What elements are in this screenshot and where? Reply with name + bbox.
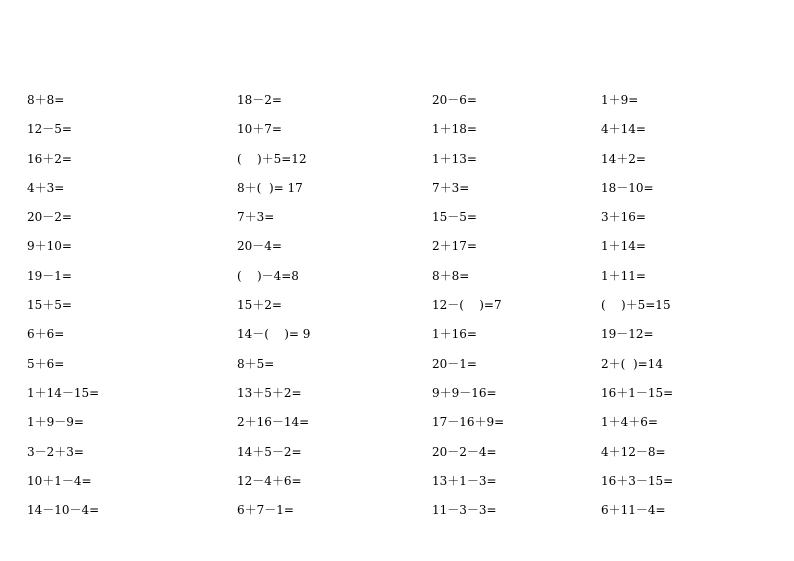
math-problem: ( )＋5=12 bbox=[237, 151, 307, 166]
math-problem: 5＋6= bbox=[27, 356, 65, 371]
math-problem: 2＋16－14= bbox=[237, 415, 310, 430]
math-problem: 10＋1－4= bbox=[27, 473, 92, 488]
math-problem: 14－10－4= bbox=[27, 503, 100, 518]
math-problem: 1＋9= bbox=[601, 93, 639, 107]
math-problem: 18－2= bbox=[237, 93, 282, 107]
math-problem: 14＋2= bbox=[601, 151, 646, 166]
math-problem: 6＋7－1= bbox=[237, 503, 294, 518]
math-problem: 8＋( )= 17 bbox=[237, 180, 303, 195]
math-problem: 16＋2= bbox=[27, 151, 72, 166]
math-problem: 1＋14－15= bbox=[27, 385, 100, 400]
math-problem: ( )＋5=15 bbox=[601, 298, 671, 313]
problem-column-2 bbox=[237, 90, 427, 529]
math-problem: 1＋13= bbox=[432, 151, 477, 166]
math-problem: 2＋17= bbox=[432, 239, 477, 254]
math-problem: 20－6= bbox=[432, 93, 477, 107]
math-problem: 1＋16= bbox=[432, 327, 477, 342]
math-problem: 6＋6= bbox=[27, 327, 65, 342]
math-problem: 12－( )=7 bbox=[432, 298, 502, 313]
problem-column-3 bbox=[432, 90, 622, 529]
math-problem: 20－4= bbox=[237, 239, 282, 254]
problem-column-1 bbox=[27, 90, 217, 529]
math-problem: 12－5= bbox=[27, 122, 72, 137]
math-problem: 1＋9－9= bbox=[27, 415, 84, 430]
math-problem: 6＋11－4= bbox=[601, 503, 666, 518]
problem-column-4 bbox=[601, 90, 791, 529]
math-problem: 14＋5－2= bbox=[237, 444, 302, 459]
math-problem: 13＋5＋2= bbox=[237, 385, 302, 400]
math-problem: 1＋11= bbox=[601, 268, 646, 283]
math-problem: 11－3－3= bbox=[432, 503, 497, 518]
math-problem: 9＋10= bbox=[27, 239, 72, 254]
math-problem: 14－( )= 9 bbox=[237, 327, 311, 342]
math-problem: 4＋14= bbox=[601, 122, 646, 137]
math-problem: 16＋3－15= bbox=[601, 473, 674, 488]
math-problem: 20－1= bbox=[432, 356, 477, 371]
math-problem: 8＋8= bbox=[432, 268, 470, 283]
math-problem: 19－12= bbox=[601, 327, 654, 342]
math-problem: 3－2＋3= bbox=[27, 444, 84, 459]
math-problem: 19－1= bbox=[27, 268, 72, 283]
math-problem: 12－4＋6= bbox=[237, 473, 302, 488]
math-problem: 20－2= bbox=[27, 210, 72, 225]
math-problem: 18－10= bbox=[601, 180, 654, 195]
math-problem: 16＋1－15= bbox=[601, 385, 674, 400]
math-problem: 9＋9－16= bbox=[432, 385, 497, 400]
math-problem: 2＋( )=14 bbox=[601, 356, 663, 371]
math-problem: 1＋4＋6= bbox=[601, 415, 658, 430]
math-problem: 15－5= bbox=[432, 210, 477, 225]
math-problem: 7＋3= bbox=[237, 210, 275, 225]
math-problem: 20－2－4= bbox=[432, 444, 497, 459]
math-problem: 4＋3= bbox=[27, 180, 65, 195]
math-problem: 13＋1－3= bbox=[432, 473, 497, 488]
math-problem: 15＋5= bbox=[27, 298, 72, 313]
math-problem: 17－16＋9= bbox=[432, 415, 505, 430]
math-problem: 3＋16= bbox=[601, 210, 646, 225]
math-problem: 7＋3= bbox=[432, 180, 470, 195]
math-problem: 1＋18= bbox=[432, 122, 477, 137]
math-problem: 4＋12－8= bbox=[601, 444, 666, 459]
math-problem: 1＋14= bbox=[601, 239, 646, 254]
math-problem: 10＋7= bbox=[237, 122, 282, 137]
math-problem: 8＋8= bbox=[27, 93, 65, 107]
math-problem: 8＋5= bbox=[237, 356, 275, 371]
math-problem: 15＋2= bbox=[237, 298, 282, 313]
math-problem: ( )－4=8 bbox=[237, 268, 299, 283]
